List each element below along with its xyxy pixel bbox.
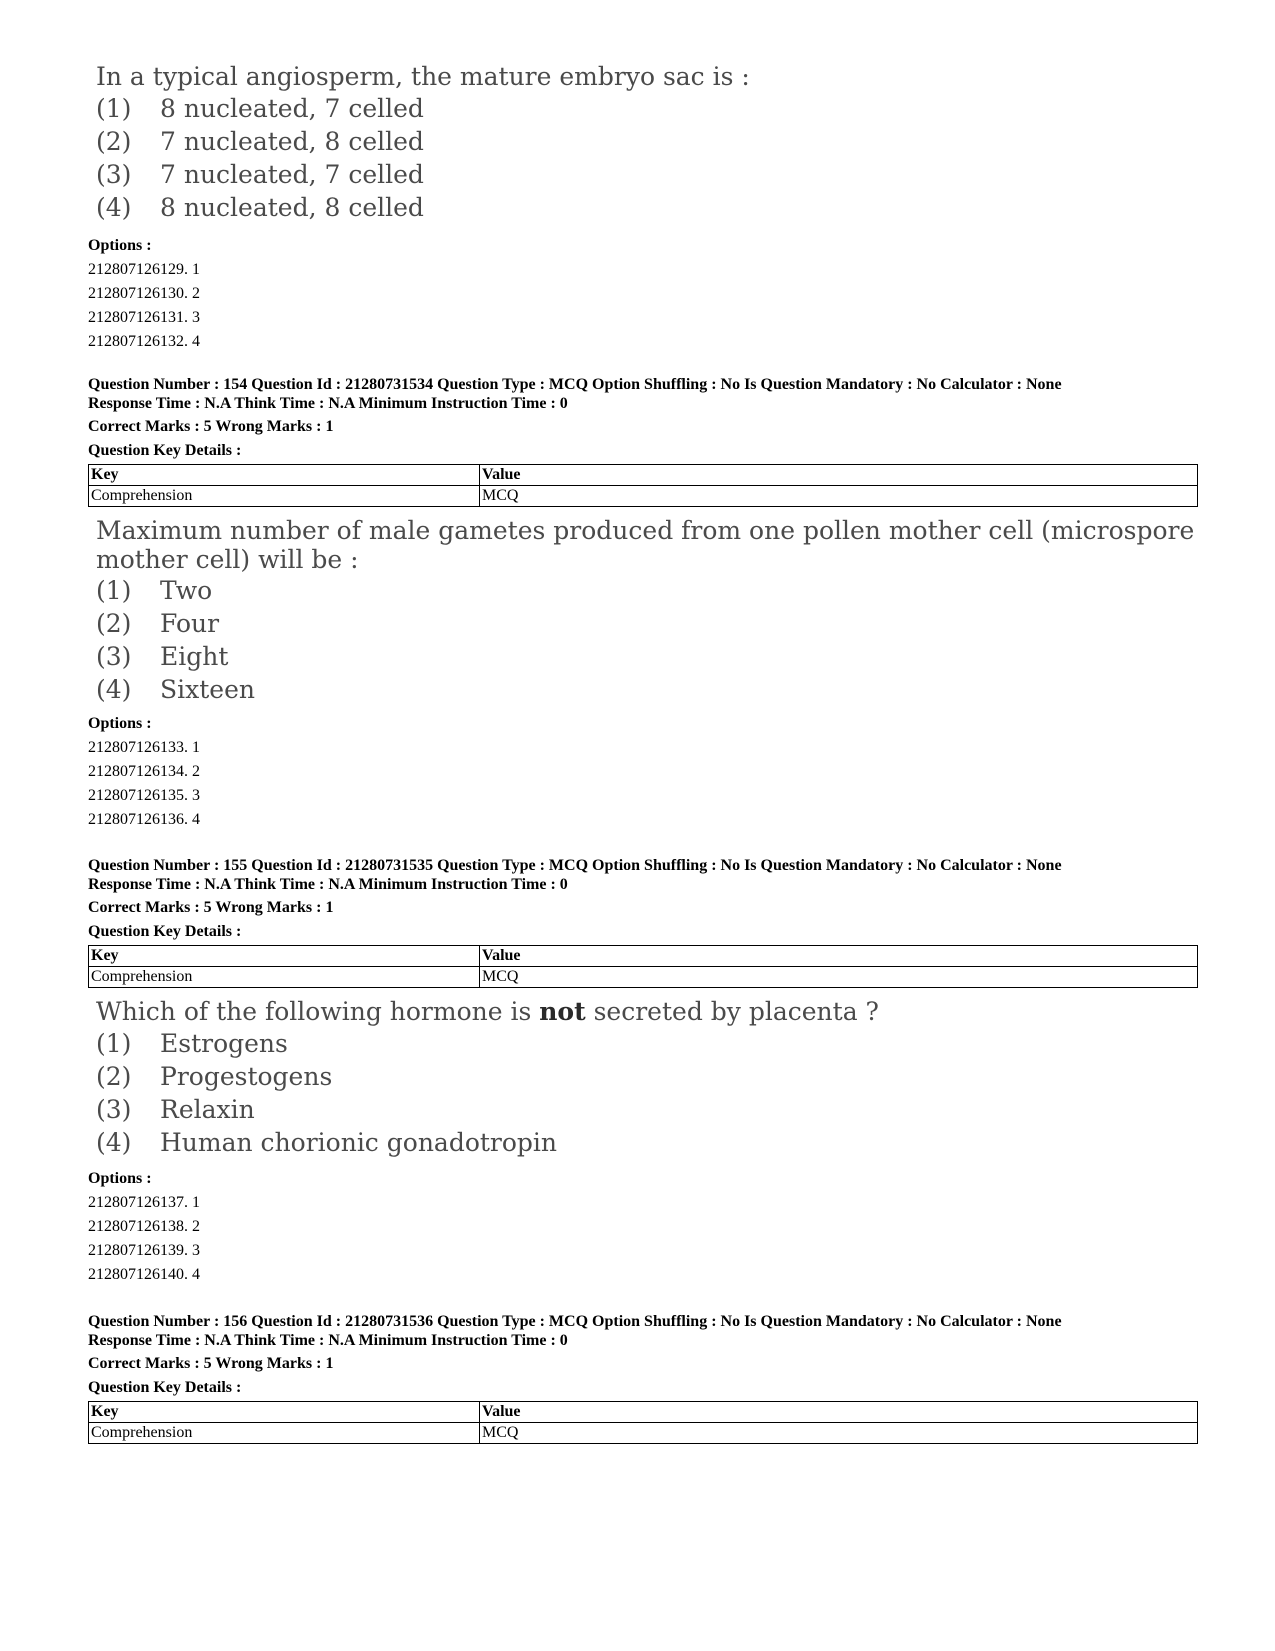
q153-choice: (2) 7 nucleated, 8 celled bbox=[96, 127, 424, 156]
q156-header bbox=[88, 1312, 1198, 1444]
q154-choice: (2) Four bbox=[96, 609, 220, 638]
value-header: Value bbox=[480, 465, 1198, 486]
key-cell: Comprehension bbox=[89, 486, 480, 507]
option-id: 212807126139. 3 bbox=[88, 1242, 200, 1259]
q154-choice: (4) Sixteen bbox=[96, 675, 255, 704]
q154-stem: Maximum number of male gametes produced from one pollen mother cell (microspore mother cell) will be : bbox=[96, 516, 1195, 574]
key-details-table bbox=[88, 1401, 1198, 1444]
key-cell: Comprehension bbox=[89, 1423, 480, 1444]
q155-stem: Which of the following hormone is not secreted by placenta ? bbox=[96, 997, 879, 1026]
q153-options bbox=[88, 234, 1198, 354]
marks-line: Correct Marks : 5 Wrong Marks : 1 bbox=[88, 1355, 334, 1372]
q155-choice: (3) Relaxin bbox=[96, 1095, 255, 1124]
value-cell: MCQ bbox=[480, 1423, 1198, 1444]
options-label: Options : bbox=[88, 1170, 152, 1187]
question-meta-line: Question Number : 156 Question Id : 21280731536 Question Type : MCQ Option Shuffling : No Is Question Mandatory : No Calculator : None bbox=[88, 1313, 1062, 1330]
option-id: 212807126138. 2 bbox=[88, 1218, 200, 1235]
option-id: 212807126136. 4 bbox=[88, 811, 200, 828]
option-id: 212807126132. 4 bbox=[88, 333, 200, 350]
option-id: 212807126129. 1 bbox=[88, 261, 200, 278]
q155-header bbox=[88, 856, 1198, 988]
value-cell: MCQ bbox=[480, 967, 1198, 988]
key-details-label: Question Key Details : bbox=[88, 923, 242, 940]
key-details-table bbox=[88, 464, 1198, 507]
q155-options bbox=[88, 1167, 1198, 1287]
value-header: Value bbox=[480, 946, 1198, 967]
key-details-table bbox=[88, 945, 1198, 988]
q154-choice: (3) Eight bbox=[96, 642, 229, 671]
q155-choice: (4) Human chorionic gonadotropin bbox=[96, 1128, 558, 1157]
q154-choice: (1) Two bbox=[96, 576, 213, 605]
question-timing-line: Response Time : N.A Think Time : N.A Minimum Instruction Time : 0 bbox=[88, 1332, 568, 1349]
q154-question-image bbox=[88, 516, 1198, 706]
question-meta-line: Question Number : 154 Question Id : 21280731534 Question Type : MCQ Option Shuffling : No Is Question Mandatory : No Calculator : None bbox=[88, 376, 1062, 393]
q155-choice: (2) Progestogens bbox=[96, 1062, 333, 1091]
q154-header bbox=[88, 375, 1198, 507]
option-id: 212807126137. 1 bbox=[88, 1194, 200, 1211]
marks-line: Correct Marks : 5 Wrong Marks : 1 bbox=[88, 899, 334, 916]
key-header: Key bbox=[89, 946, 480, 967]
key-details-label: Question Key Details : bbox=[88, 1379, 242, 1396]
option-id: 212807126135. 3 bbox=[88, 787, 200, 804]
value-header: Value bbox=[480, 1402, 1198, 1423]
value-cell: MCQ bbox=[480, 486, 1198, 507]
option-id: 212807126133. 1 bbox=[88, 739, 200, 756]
options-label: Options : bbox=[88, 237, 152, 254]
key-header: Key bbox=[89, 1402, 480, 1423]
option-id: 212807126140. 4 bbox=[88, 1266, 200, 1283]
marks-line: Correct Marks : 5 Wrong Marks : 1 bbox=[88, 418, 334, 435]
options-label: Options : bbox=[88, 715, 152, 732]
key-cell: Comprehension bbox=[89, 967, 480, 988]
q155-choice: (1) Estrogens bbox=[96, 1029, 288, 1058]
q155-question-image bbox=[88, 997, 1198, 1159]
question-timing-line: Response Time : N.A Think Time : N.A Minimum Instruction Time : 0 bbox=[88, 395, 568, 412]
q153-choice: (1) 8 nucleated, 7 celled bbox=[96, 94, 424, 123]
option-id: 212807126134. 2 bbox=[88, 763, 200, 780]
q153-stem: In a typical angiosperm, the mature embryo sac is : bbox=[96, 62, 750, 91]
q153-choice: (3) 7 nucleated, 7 celled bbox=[96, 160, 424, 189]
q153-question-image bbox=[88, 62, 1198, 224]
q154-options bbox=[88, 712, 1198, 832]
question-meta-line: Question Number : 155 Question Id : 21280731535 Question Type : MCQ Option Shuffling : No Is Question Mandatory : No Calculator : None bbox=[88, 857, 1062, 874]
q153-choice: (4) 8 nucleated, 8 celled bbox=[96, 193, 424, 222]
option-id: 212807126130. 2 bbox=[88, 285, 200, 302]
option-id: 212807126131. 3 bbox=[88, 309, 200, 326]
key-header: Key bbox=[89, 465, 480, 486]
question-timing-line: Response Time : N.A Think Time : N.A Minimum Instruction Time : 0 bbox=[88, 876, 568, 893]
key-details-label: Question Key Details : bbox=[88, 442, 242, 459]
